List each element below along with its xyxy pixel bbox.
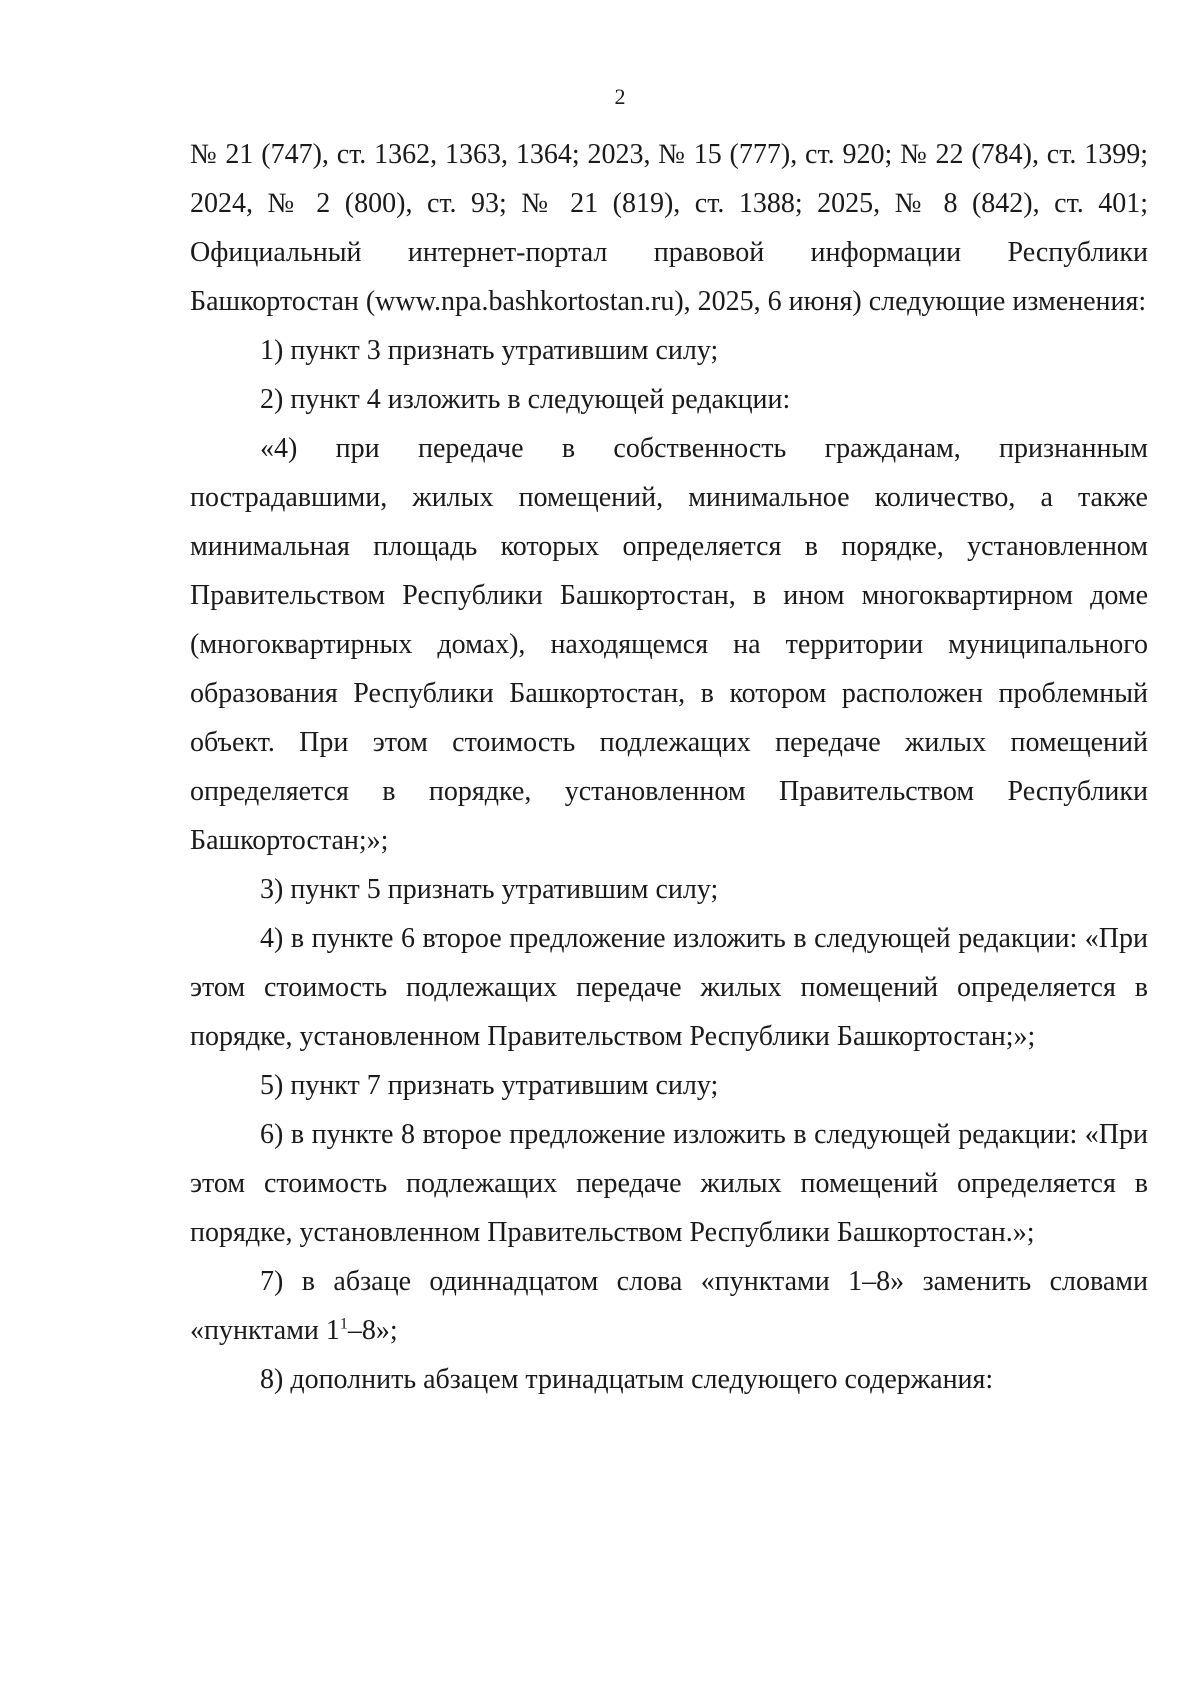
paragraph-item-7-text-end: –8»; (347, 1315, 398, 1346)
paragraph-continuation: № 21 (747), ст. 1362, 1363, 1364; 2023, № 15 (777), ст. 920; № 22 (784), ст. 1399; 2024, № 2 (800), ст. 93; № 21 (819), ст. 1388; 2025, № 8 (842), ст. 401; Официальный интернет-портал правовой информации Республики Башкортостан (www.npa.bashkortostan.ru), 2025, 6 июня) следующие изменения: (190, 139, 1148, 317)
paragraph-item-3: 3) пункт 5 признать утратившим силу; (260, 874, 719, 905)
paragraph-item-6: 6) в пункте 8 второе предложение изложить в следующей редакции: «При этом стоимость подлежащих передаче жилых помещений определяется в порядке, установленном Правительством Республики Башкортостан.»; (190, 1119, 1148, 1248)
paragraph-item-7-text: 7) в абзаце одиннадцатом слова «пунктами 1–8» заменить словами «пунктами 1 (190, 1266, 1148, 1346)
paragraph-quoted-item-4: «4) при передаче в собственность гражданам, признанным пострадавшими, жилых помещений, минимальное количество, а также минимальная площадь которых определяется в порядке, установленном Правительством Республики Башкортостан, в ином многоквартирном доме (многоквартирных домах), находящемся на территории муниципального образования Республики Башкортостан, в котором расположен проблемный объект. При этом стоимость подлежащих передаче жилых помещений определяется в порядке, установленном Правительством Республики Башкортостан;»; (190, 433, 1148, 856)
paragraph-item-5: 5) пункт 7 признать утратившим силу; (260, 1070, 719, 1101)
paragraph-item-1: 1) пункт 3 признать утратившим силу; (260, 335, 719, 366)
paragraph-item-2: 2) пункт 4 изложить в следующей редакции: (260, 384, 791, 415)
paragraph-item-7 (190, 1257, 1148, 1355)
page-number: 2 (614, 84, 626, 109)
document-body (190, 130, 1148, 1404)
paragraph-item-8: 8) дополнить абзацем тринадцатым следующего содержания: (260, 1364, 994, 1395)
superscript-one: 1 (339, 1315, 348, 1333)
paragraph-item-4: 4) в пункте 6 второе предложение изложить в следующей редакции: «При этом стоимость подлежащих передаче жилых помещений определяется в порядке, установленном Правительством Республики Башкортостан;»; (190, 923, 1148, 1052)
